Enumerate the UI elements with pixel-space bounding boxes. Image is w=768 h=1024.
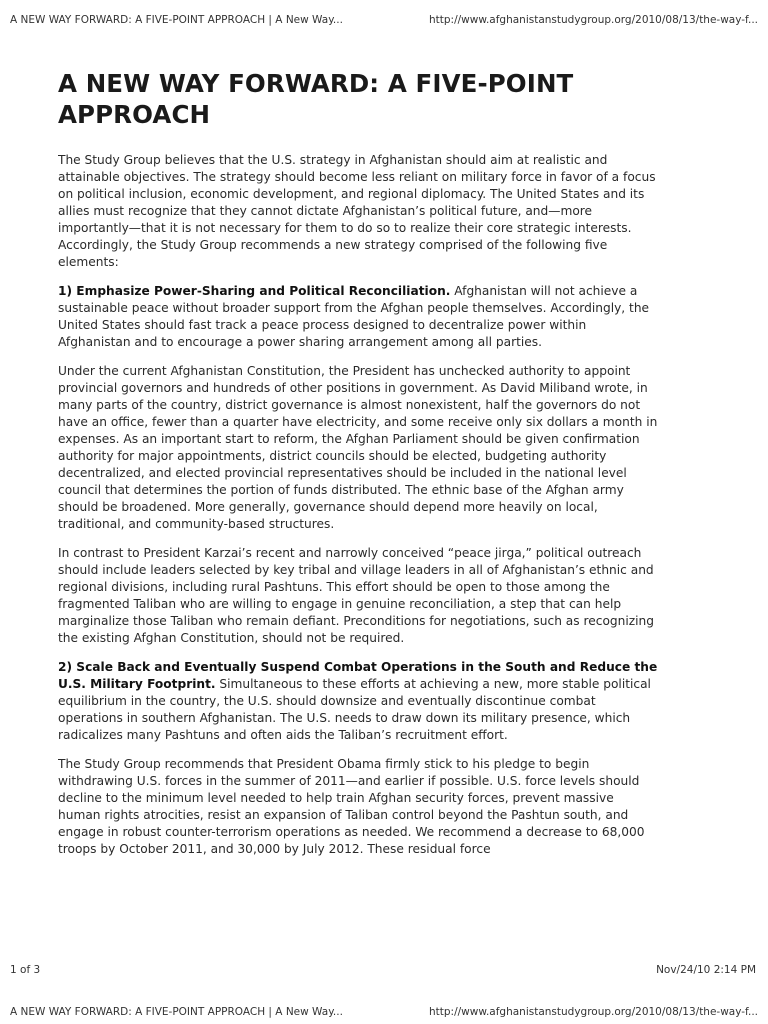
constitution-paragraph: Under the current Afghanistan Constitution, the President has unchecked authority to appoint provincial governors and hundreds of other positions in government. As David Miliband wrote, in many parts of the country, district governance is almost nonexistent, half the governors do not have an office, fewer than a quarter have electricity, and some receive only six dollars a month in expenses. As an important start to reform, the Afghan Parliament should be given confirmation authority for major appointments, district councils should be elected, budgeting authority decentralized, and elected provincial representatives should be included in the national level council that determines the portion of funds distributed. The ethnic base of the Afghan army should be broadened. More generally, governance should depend more heavily on local, traditional, and community-based structures. xyxy=(58,364,658,531)
point-2-paragraph xyxy=(58,659,658,744)
point-2-text: Simultaneous to these efforts at achieving a new, more stable political equilibrium in the country, the U.S. should downsize and eventually discontinue combat operations in southern Afghanistan. The U.S. needs to draw down its military presence, which radicalizes many Pashtuns and often aids the Taliban’s recruitment effort. xyxy=(58,677,651,742)
intro-paragraph: The Study Group believes that the U.S. strategy in Afghanistan should aim at realistic and attainable objectives. The strategy should become less reliant on military force in favor of a focus on political inclusion, economic development, and regional diplomacy. The United States and its allies must recognize that they cannot dictate Afghanistan’s political future, and—more importantly—that it is not necessary for them to do so to realize their core strategic interests. Accordingly, the Study Group recommends a new strategy comprised of the following five elements: xyxy=(58,153,656,269)
jirga-paragraph: In contrast to President Karzai’s recent and narrowly conceived “peace jirga,” political outreach should include leaders selected by key tribal and village leaders in all of Afghanistan’s ethnic and regional divisions, including rural Pashtuns. This effort should be open to those among the fragmented Taliban who are willing to engage in genuine reconciliation, a step that can help marginalize those Taliban who remain defiant. Preconditions for negotiations, such as recognizing the existing Afghan Constitution, should not be required. xyxy=(58,546,654,645)
point-2-heading: 2) Scale Back and Eventually Suspend Combat Operations in the South and Reduce the U.S. Military Footprint. xyxy=(58,660,658,691)
print-header-next-page xyxy=(0,1006,768,1022)
obama-paragraph: The Study Group recommends that President Obama firmly stick to his pledge to begin withdrawing U.S. forces in the summer of 2011—and earlier if possible. U.S. force levels should decline to the minimum level needed to help train Afghan security forces, prevent massive human rights atrocities, resist an expansion of Taliban control beyond the Pashtun south, and engage in robust counter-terrorism operations as needed. We recommend a decrease to 68,000 troops by October 2011, and 30,000 by July 2012. These residual force xyxy=(58,757,645,856)
article-body xyxy=(58,68,658,934)
print-timestamp: Nov/24/10 2:14 PM xyxy=(656,964,756,976)
print-header xyxy=(0,14,768,30)
point-1-paragraph xyxy=(58,283,658,351)
page-number: 1 of 3 xyxy=(10,964,41,976)
point-1-heading: 1) Emphasize Power-Sharing and Political Reconciliation. xyxy=(58,284,451,298)
next-page-title: A NEW WAY FORWARD: A FIVE-POINT APPROACH | A New Way... xyxy=(10,1006,343,1018)
print-footer xyxy=(0,964,768,980)
next-page-url[interactable]: http://www.afghanistanstudygroup.org/2010/08/13/the-way-f... xyxy=(428,1006,758,1018)
header-url[interactable]: http://www.afghanistanstudygroup.org/2010/08/13/the-way-f... xyxy=(428,14,758,26)
point-1-text: Afghanistan will not achieve a sustainable peace without broader support from the Afghan people themselves. Accordingly, the United States should fast track a peace process designed to decentralize power within Afghanistan and to encourage a power sharing arrangement among all parties. xyxy=(58,284,650,349)
article-heading: A NEW WAY FORWARD: A FIVE-POINT APPROACH xyxy=(58,69,574,129)
header-page-title: A NEW WAY FORWARD: A FIVE-POINT APPROACH | A New Way... xyxy=(10,14,343,26)
